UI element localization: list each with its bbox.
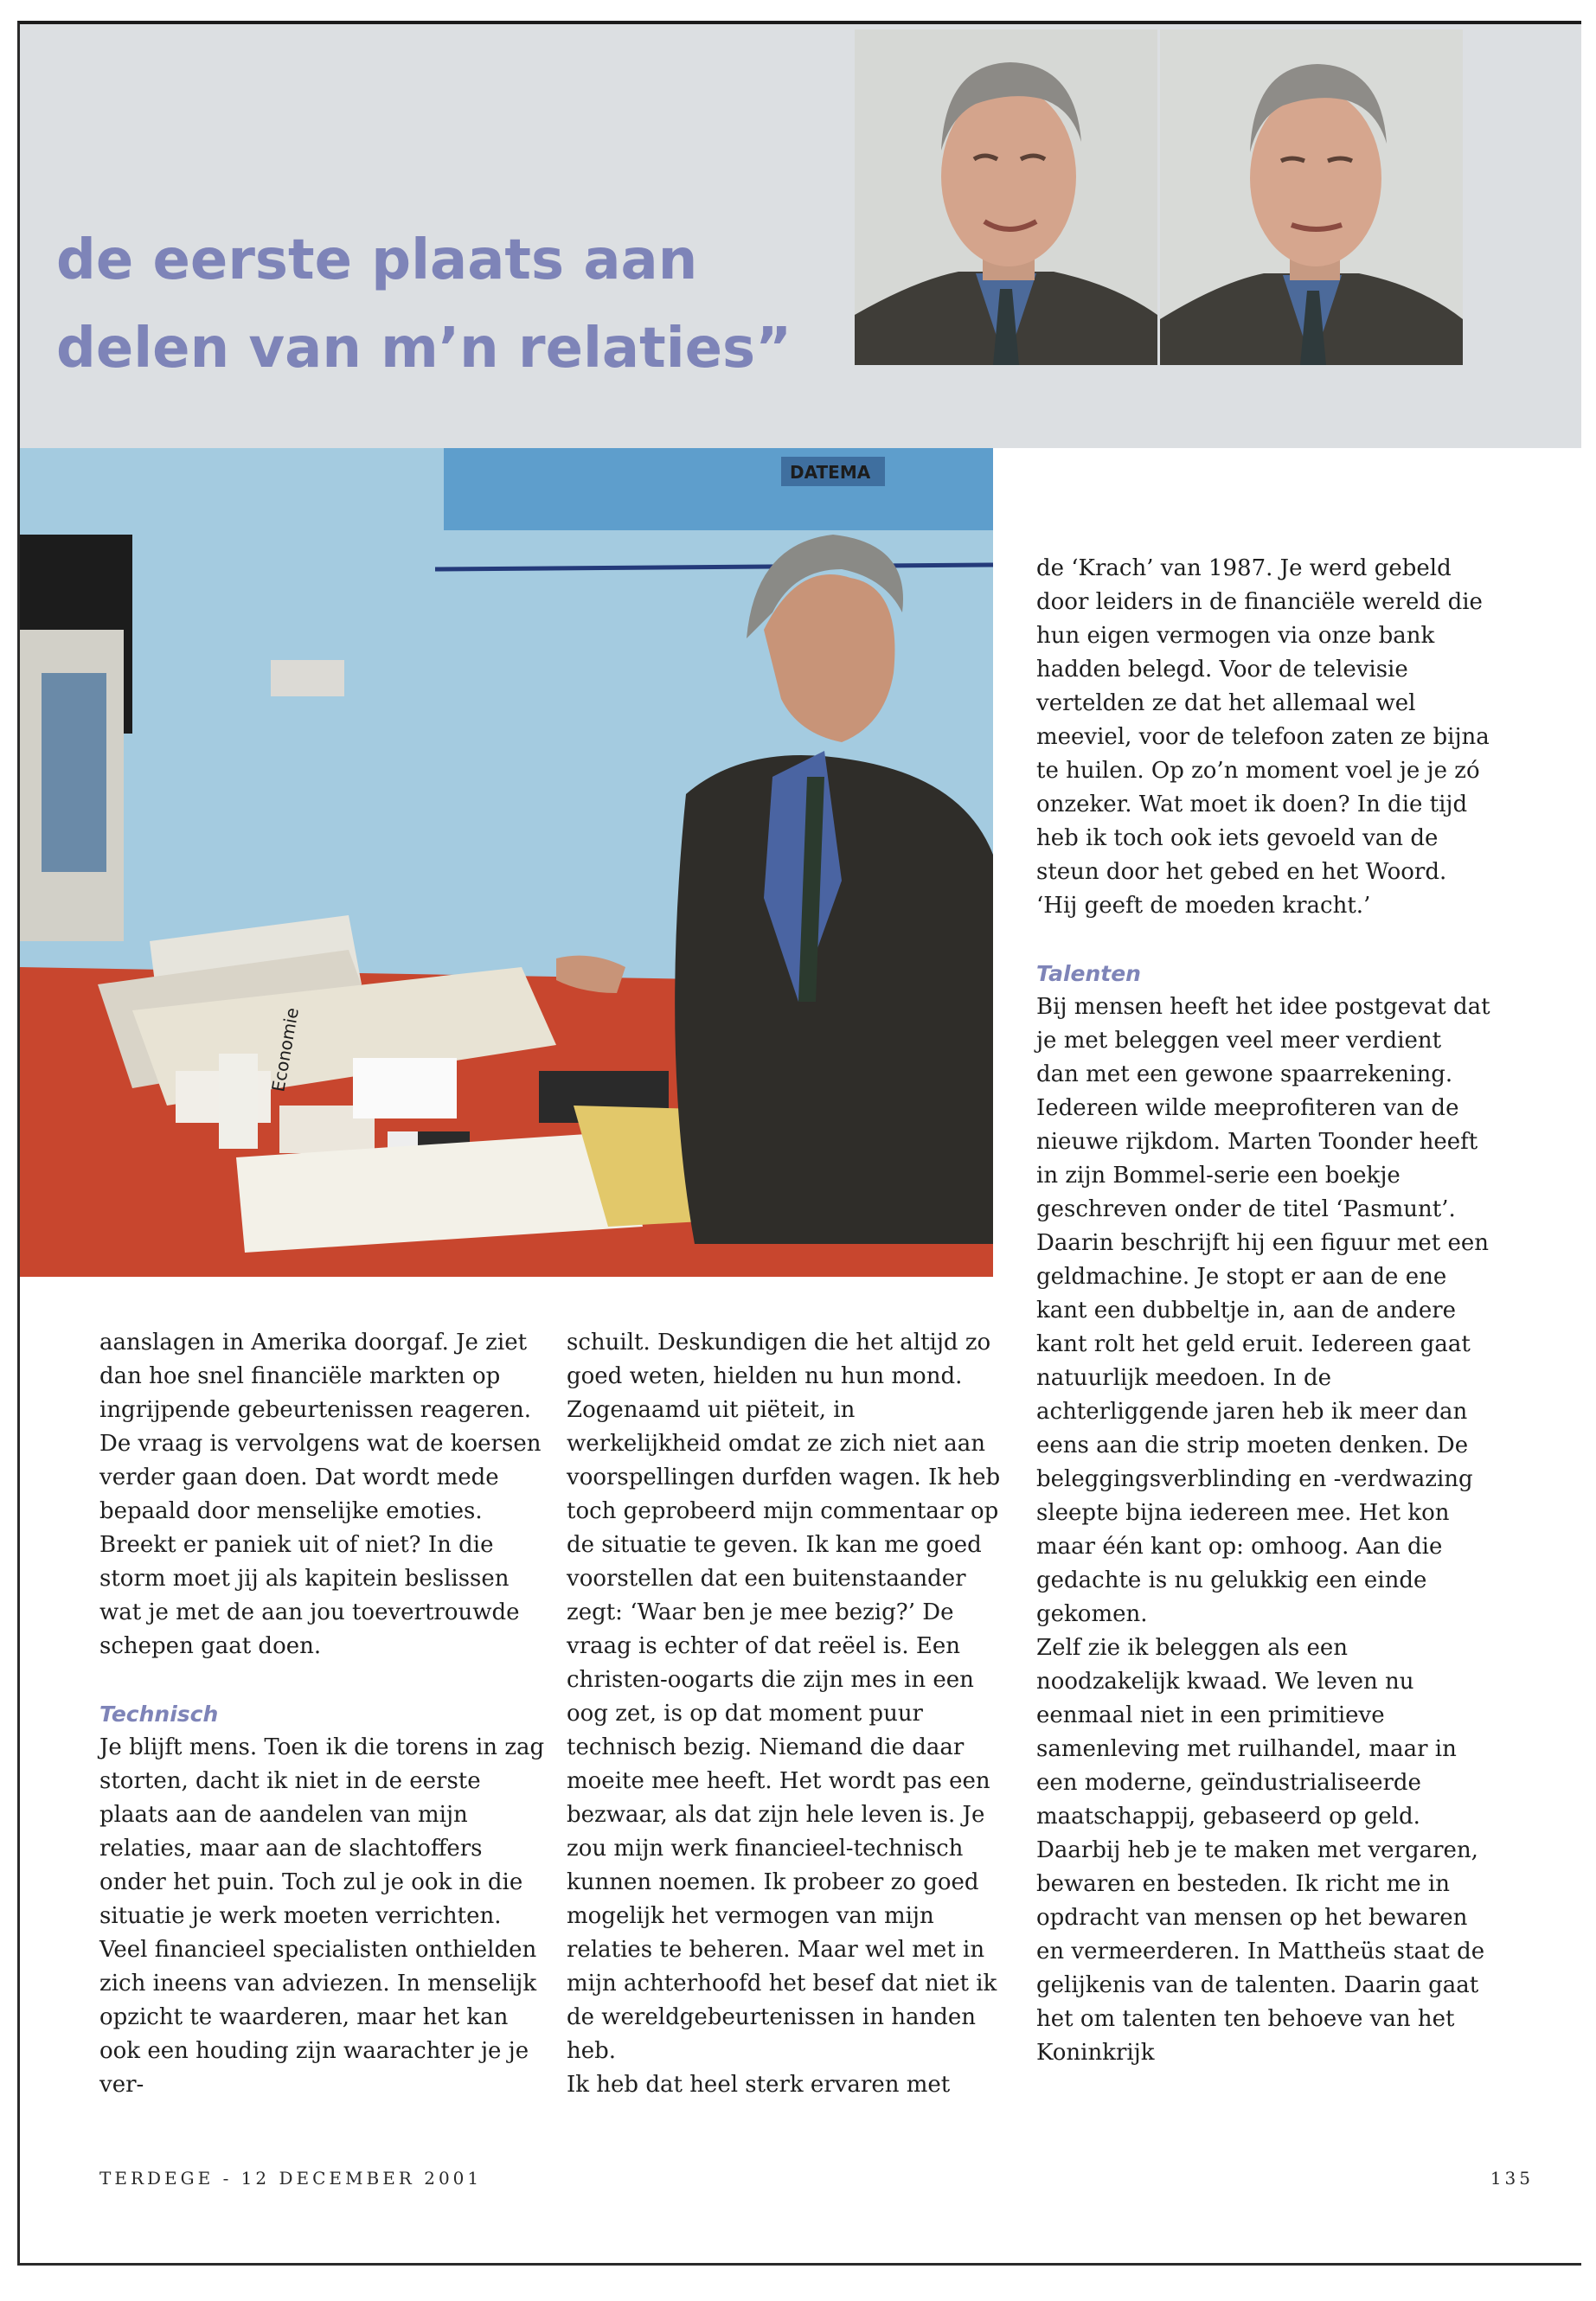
footer-publication: TERDEGE - 12 DECEMBER 2001	[99, 2168, 483, 2189]
column3-paragraph-1: de ‘Krach’ van 1987. Je werd gebeld door leiders in de financiële wereld die hun eigen vermogen via onze bank hadden belegd. Voor de televisie vertelden ze dat het allemaal wel meeviel, voor de telefoon zaten ze bijna te huilen. Op zo’n moment voel je je zó onzeker. Wat moet ik doen? In die tijd heb ik toch ook iets gevoeld van de steun door het gebed en het Woord. ‘Hij geeft de moeden kracht.’	[1036, 555, 1490, 919]
header-band	[20, 24, 1581, 448]
portrait-photo-left	[855, 29, 1157, 365]
subheading-talenten: Talenten	[1036, 961, 1141, 986]
column2-paragraph-2: Ik heb dat heel sterk ervaren met	[567, 2072, 951, 2098]
column1-paragraph-2: Je blijft mens. Toen ik die torens in zag storten, dacht ik niet in de eerste plaats aan de aandelen van mijn relaties, maar aan de slachtoffers onder het puin. Toch zul je ook in die situatie je werk moeten verrichten. Veel financieel specialisten onthielden zich ineens van adviezen. In menselijk opzicht te waarderen, maar het kan ook een houding zijn waarachter je je ver-	[99, 1734, 545, 2098]
office-photo	[20, 448, 993, 1277]
page-number: 135	[1490, 2168, 1534, 2189]
wall-sign-text: DATEMA	[790, 462, 871, 483]
magazine-page	[17, 21, 1581, 2266]
headline-line-2: delen van m’n relaties”	[56, 317, 792, 381]
headline-line-1: de eerste plaats aan	[56, 228, 698, 292]
portrait-photo-right	[1160, 29, 1463, 365]
text-column-2	[567, 1326, 1016, 2102]
column1-paragraph-1: aanslagen in Amerika doorgaf. Je ziet dan hoe snel financiële markten op ingrijpende gebeurtenissen reageren. De vraag is vervolgens wat de koersen verder gaan doen. Dat wordt mede bepaald door menselijke emoties. Breekt er paniek uit of niet? In die storm moet jij als kapitein beslissen wat je met de aan jou toevertrouwde schepen gaat doen.	[99, 1330, 542, 1659]
text-column-3	[1036, 552, 1490, 2070]
headline	[56, 216, 792, 393]
newspaper-label: Economie	[267, 1006, 303, 1093]
subheading-technisch: Technisch	[99, 1702, 219, 1727]
column3-paragraph-3: Zelf zie ik beleggen als een noodzakelijk kwaad. We leven nu eenmaal niet in een primitieve samenleving met ruilhandel, maar in een moderne, geïndustrialiseerde maatschappij, gebaseerd op geld. Daarbij heb je te maken met vergaren, bewaren en besteden. Ik richt me in opdracht van mensen op het bewaren en vermeerderen. In Mattheüs staat de gelijkenis van de talenten. Daarin gaat het om talenten ten behoeve van het Koninkrijk	[1036, 1635, 1485, 2066]
column2-paragraph-1: schuilt. Deskundigen die het altijd zo goed weten, hielden nu hun mond. Zogenaamd uit piëteit, in werkelijkheid omdat ze zich niet aan voorspellingen durfden wagen. Ik heb toch geprobeerd mijn commentaar op de situatie te geven. Ik kan me goed voorstellen dat een buitenstaander zegt: ‘Waar ben je mee bezig?’ De vraag is echter of dat reëel is. Een christen-oogarts die zijn mes in een oog zet, is op dat moment puur technisch bezig. Niemand die daar moeite mee heeft. Het wordt pas een bezwaar, als dat zijn hele leven is. Je zou mijn werk financieel-technisch kunnen noemen. Ik probeer zo goed mogelijk het vermogen van mijn relaties te beheren. Maar wel met in mijn achterhoofd het besef dat niet ik de wereldgebeurtenissen in handen heb.	[567, 1330, 1001, 2064]
column3-paragraph-2: Bij mensen heeft het idee postgevat dat je met beleggen veel meer verdient dan met een gewone spaarrekening. Iedereen wilde meeprofiteren van de nieuwe rijkdom. Marten Toonder heeft in zijn Bommel-serie een boekje geschreven onder de titel ‘Pasmunt’. Daarin beschrijft hij een figuur met een geldmachine. Je stopt er aan de ene kant een dubbeltje in, aan de andere kant rolt het geld eruit. Iedereen gaat natuurlijk meedoen. In de achterliggende jaren heb ik meer dan eens aan die strip moeten denken. De beleggingsverblinding en -verdwazing sleepte bijna iedereen mee. Het kon maar één kant op: omhoog. Aan die gedachte is nu gelukkig een einde gekomen.	[1036, 994, 1490, 1627]
text-column-1	[99, 1326, 554, 2102]
